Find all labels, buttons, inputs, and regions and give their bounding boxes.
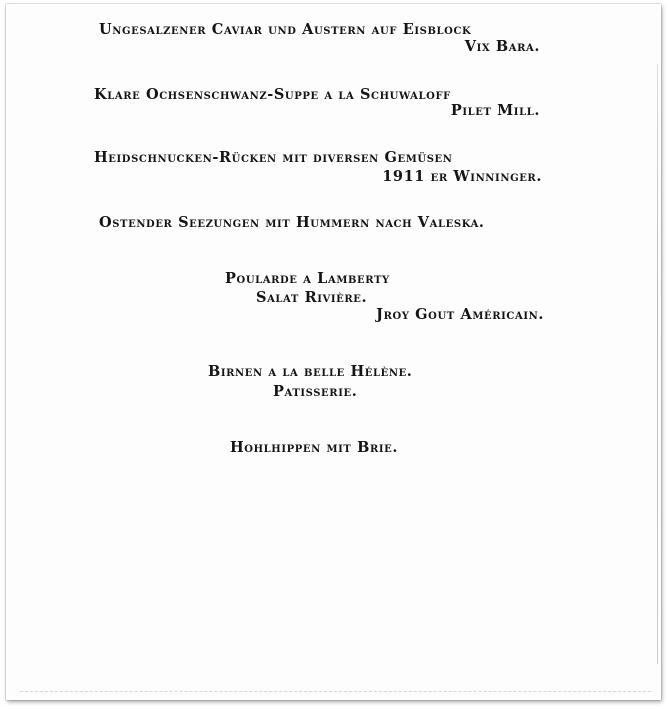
menu-wine-3: 1911 er Winninger.: [382, 168, 542, 185]
menu-dish-3: Heidschnucken-Rücken mit diversen Gemüsen: [94, 149, 453, 166]
menu-dish-6: Birnen a la belle Hélène.: [208, 363, 413, 380]
menu-dish-7: Hohlhippen mit Brie.: [230, 439, 399, 456]
menu-dish-4: Ostender Seezungen mit Hummern nach Valeska.: [99, 214, 485, 231]
menu-wine-1: Vix Bara.: [464, 38, 540, 55]
menu-wine-2: Pilet Mill.: [450, 102, 540, 119]
menu-side-6: Patisserie.: [273, 383, 358, 400]
menu-wine-5: Jroy Gout Américain.: [376, 306, 544, 323]
menu-side-5: Salat Rivière.: [256, 289, 368, 306]
scan-artifact-line: [20, 687, 651, 692]
menu-dish-5: Poularde a Lamberty: [225, 270, 390, 287]
page-edge-shadow: [657, 64, 658, 664]
menu-page: [6, 4, 661, 700]
menu-dish-1: Ungesalzener Caviar und Austern auf Eisblock: [99, 21, 472, 38]
menu-dish-2: Klare Ochsenschwanz-Suppe a la Schuwaloff: [94, 86, 451, 103]
